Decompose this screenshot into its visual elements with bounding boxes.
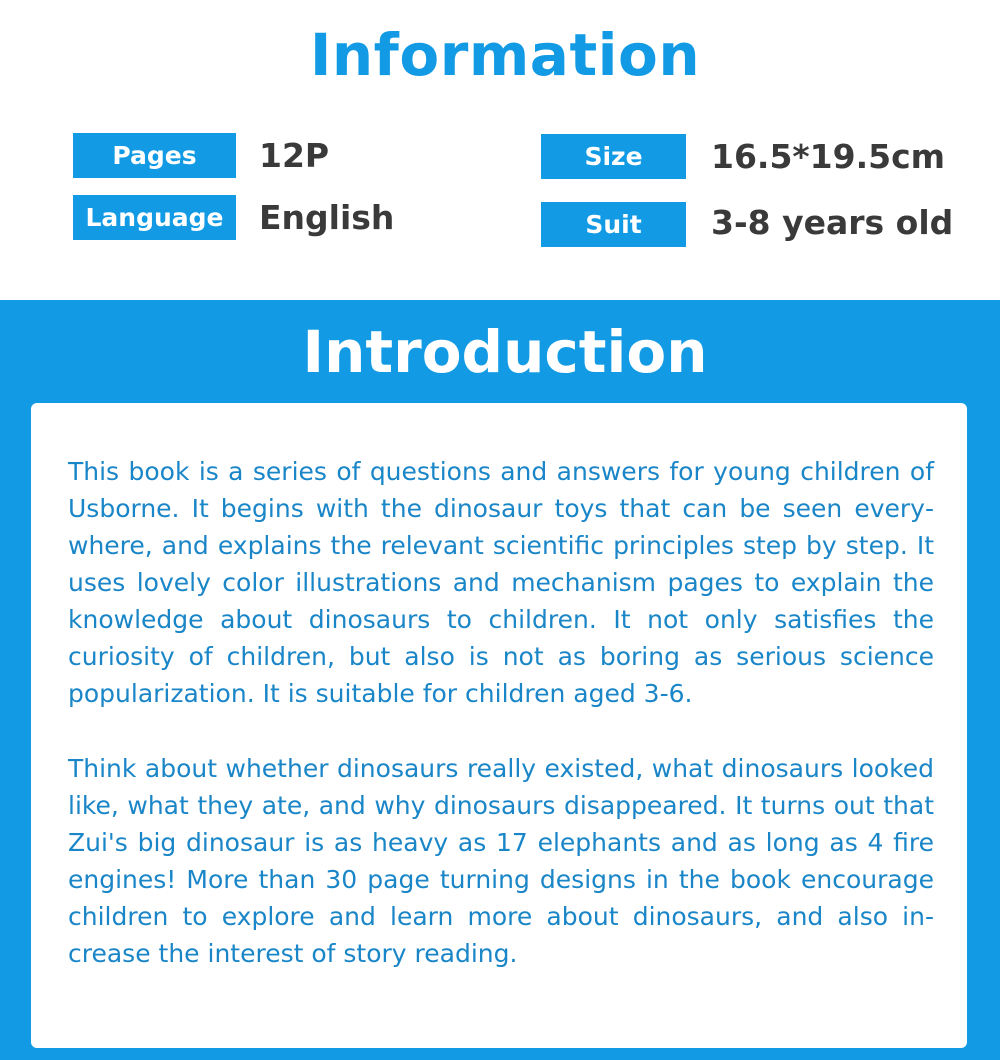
information-section: [0, 0, 1000, 300]
information-title: Information: [309, 21, 701, 89]
introduction-title: Introduction: [302, 318, 708, 386]
pages-value: 12P: [259, 136, 330, 175]
introduction-section: [0, 300, 1000, 1060]
size-value: 16.5*19.5cm: [711, 137, 946, 176]
suit-label: Suit: [541, 202, 686, 247]
introduction-card: [31, 403, 967, 1048]
language-label: Language: [73, 195, 236, 240]
introduction-paragraph: Think about whether dinosaurs really existed, what dinosaurs looked like, what they ate, and why dinosaurs disappeared. It turns out that Zui's big dinosaur is as heavy as 17 elephants and as long as 4 fire engines! More than 30 page turning designs in the book encourage children to explore and learn more about dinosaurs, and also increase the interest of story reading.: [68, 754, 934, 968]
language-value: English: [259, 198, 395, 237]
pages-label: Pages: [73, 133, 236, 178]
introduction-paragraph: This book is a series of questions and answers for young children of Usborne. It begins with the dinosaur toys that can be seen everywhere, and explains the relevant scientific principles step by step. It uses lovely color illustrations and mechanism pages to explain the knowledge about dinosaurs to children. It not only satisfies the curiosity of children, but also is not as boring as serious science popularization. It is suitable for children aged 3-6.: [68, 457, 934, 708]
suit-value: 3-8 years old: [711, 203, 954, 242]
size-label: Size: [541, 134, 686, 179]
